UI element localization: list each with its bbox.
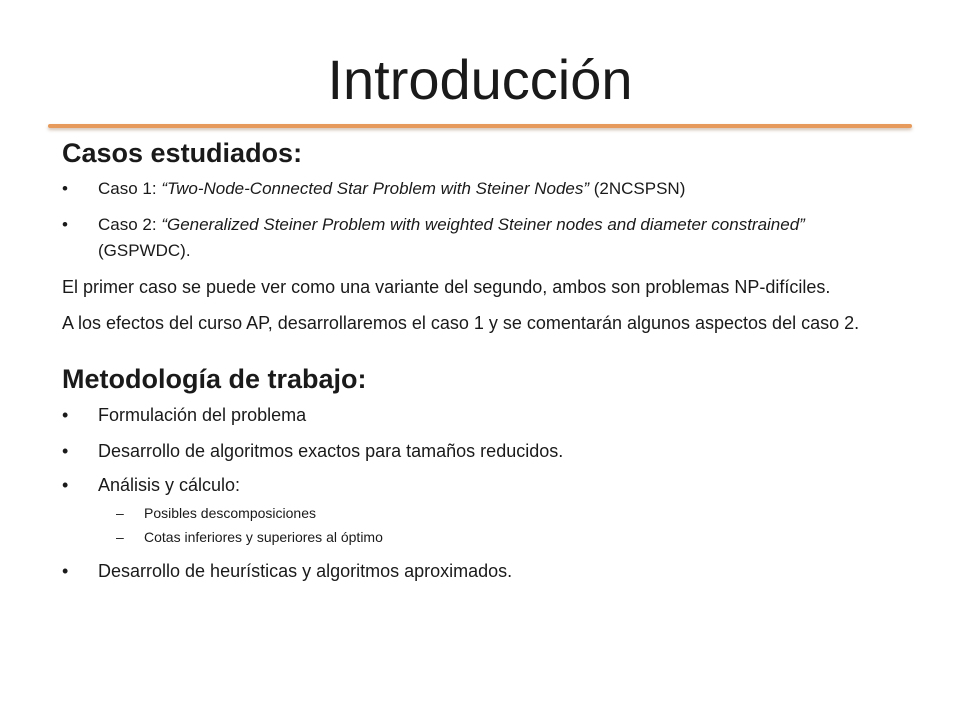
bullet-marker: • bbox=[62, 405, 69, 425]
sub-item-1 bbox=[62, 502, 900, 524]
bullet-marker: • bbox=[62, 475, 69, 495]
analysis-sublist bbox=[62, 502, 900, 548]
case-2-name: “Generalized Steiner Problem with weighted Steiner nodes and diameter constrained” bbox=[161, 215, 805, 234]
methodology-item-label: Formulación del problema bbox=[98, 405, 307, 425]
bullet-marker: • bbox=[62, 561, 69, 581]
title-divider bbox=[48, 124, 912, 128]
case-1-name: “Two-Node-Connected Star Problem with Steiner Nodes” bbox=[161, 179, 590, 198]
slide-title: Introducción bbox=[327, 48, 633, 111]
methodology-item-2 bbox=[62, 438, 900, 464]
sub-item-label: Posibles descomposiciones bbox=[144, 505, 316, 521]
methodology-list bbox=[62, 402, 900, 498]
case-1-suffix: (2NCSPSN) bbox=[589, 179, 686, 198]
paragraph-curso: A los efectos del curso AP, desarrollaremos el caso 1 y se comentarán algunos aspectos del caso 2. bbox=[62, 313, 860, 333]
methodology-item-4 bbox=[62, 558, 900, 584]
case-item-1 bbox=[62, 176, 900, 202]
methodology-item-label: Desarrollo de algoritmos exactos para tamaños reducidos. bbox=[98, 441, 564, 461]
dash-marker: – bbox=[116, 529, 124, 545]
bullet-marker: • bbox=[62, 215, 68, 234]
slide-content bbox=[62, 136, 900, 584]
methodology-item-1 bbox=[62, 402, 900, 428]
case-1-prefix: Caso 1: bbox=[98, 179, 162, 198]
paragraph-variante: El primer caso se puede ver como una variante del segundo, ambos son problemas NP-difíciles. bbox=[62, 277, 831, 297]
cases-list bbox=[62, 176, 900, 264]
sub-item-label: Cotas inferiores y superiores al óptimo bbox=[144, 529, 383, 545]
methodology-item-3 bbox=[62, 472, 900, 498]
dash-marker: – bbox=[116, 505, 124, 521]
case-2-suffix: (GSPWDC). bbox=[98, 241, 191, 260]
section-heading-metodologia: Metodología de trabajo: bbox=[62, 364, 367, 394]
sub-item-2 bbox=[62, 526, 900, 548]
case-2-prefix: Caso 2: bbox=[98, 215, 162, 234]
methodology-list-final bbox=[62, 558, 900, 584]
section-heading-casos: Casos estudiados: bbox=[62, 138, 303, 168]
methodology-item-label: Desarrollo de heurísticas y algoritmos aproximados. bbox=[98, 561, 513, 581]
methodology-item-label: Análisis y cálculo: bbox=[98, 475, 241, 495]
bullet-marker: • bbox=[62, 179, 68, 198]
bullet-marker: • bbox=[62, 441, 69, 461]
case-item-2 bbox=[62, 212, 900, 264]
